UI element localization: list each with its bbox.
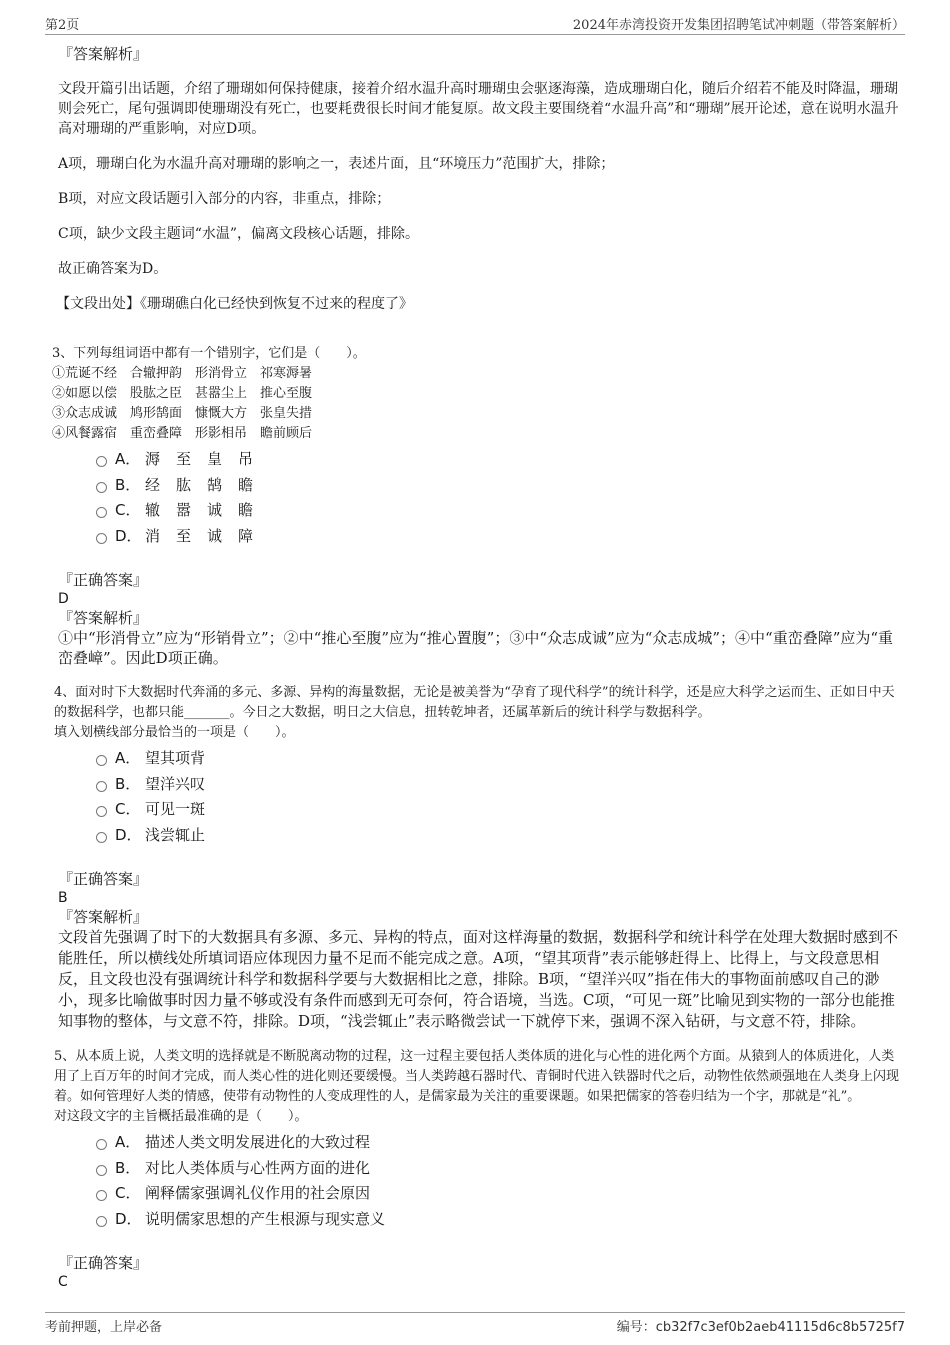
question-5 (54, 1047, 901, 1291)
q2-conclusion: 故正确答案为D。 (58, 261, 168, 277)
q4-analysis-title: 『答案解析』 (58, 908, 149, 926)
option-text: 浅尝辄止 (145, 825, 206, 844)
radio-button[interactable] (96, 482, 107, 493)
q5-prompt: 对这段文字的主旨概括最准确的是（ ）。 (54, 1109, 308, 1124)
q4-prompt: 填入划横线部分最恰当的一项是（ ）。 (54, 725, 295, 740)
q2-analysis-text: 文段开篇引出话题，介绍了珊瑚如何保持健康，接着介绍水温升高时珊瑚虫会驱逐海藻，造成珊瑚白化，随后介绍若不能及时降温，珊瑚则会死亡，尾句强调即使珊瑚没有死亡，也要耗费很长时间才能复原。故文段主要围绕着“水温升高”和“珊瑚”展开论述，意在说明水温升高对珊瑚的严重影响，对应D项。 (58, 81, 899, 137)
footer-slogan: 考前押题，上岸必备 (45, 1320, 163, 1335)
q3-stem: 3、下列每组词语中都有一个错别字，它们是（ ）。 (52, 346, 366, 361)
q3-answer: D (58, 591, 69, 607)
radio-button[interactable] (96, 781, 107, 792)
q5-stem: 5、从本质上说，人类文明的选择就是不断脱离动物的过程，这一过程主要包括人类体质的进化与心性的进化两个方面。从猿到人的体质进化，人类用了上百万年的时间才完成，而人类心性的进化则还要缓慢。当人类跨越石器时代、青铜时代进入铁器时代之后，动物性依然顽强地在人类身上闪现着。如何管理好人类的情感，使带有动物性的人变成理性的人，是儒家最为关注的重要课题。如果把儒家的答卷归结为一个字，那就是“礼”。 (54, 1049, 900, 1104)
q4-options (96, 745, 901, 847)
radio-button[interactable] (96, 1216, 107, 1227)
option-text: 对比人类体质与心性两方面的进化 (145, 1158, 371, 1177)
radio-button[interactable] (96, 806, 107, 817)
option-letter: D． (115, 1209, 142, 1228)
q3-option-a[interactable] (96, 446, 901, 472)
document-title: 2024年赤湾投资开发集团招聘笔试冲刺题（带答案解析） (572, 18, 905, 33)
q3-group-3: ③众志成诚 鸠形鹄面 慷慨大方 张皇失措 (52, 406, 313, 421)
document-id: 编号：cb32f7c3ef0b2aeb41115d6c8b5725f7 (616, 1320, 905, 1335)
q5-option-a[interactable] (96, 1129, 901, 1155)
radio-button[interactable] (96, 507, 107, 518)
option-letter: D． (115, 825, 142, 844)
radio-button[interactable] (96, 533, 107, 544)
q2-option-c-analysis: C项，缺少文段主题词“水温”，偏离文段核心话题，排除。 (58, 226, 420, 242)
option-letter: B． (115, 475, 141, 494)
q5-answer: C (58, 1274, 68, 1290)
q4-answer: B (58, 890, 68, 906)
page-footer (45, 1312, 905, 1333)
q3-analysis-title: 『答案解析』 (58, 609, 149, 627)
option-letter: C． (115, 501, 141, 520)
option-text: 说明儒家思想的产生根源与现实意义 (145, 1209, 386, 1228)
option-text: 阐释儒家强调礼仪作用的社会原因 (145, 1184, 371, 1203)
radio-button[interactable] (96, 1139, 107, 1150)
q3-options (96, 446, 901, 548)
radio-button[interactable] (96, 755, 107, 766)
option-letter: A． (115, 450, 141, 469)
option-text: 可见一斑 (145, 800, 206, 819)
page-content (52, 44, 901, 1291)
q3-answer-title: 『正确答案』 (58, 571, 149, 589)
question-3 (52, 344, 901, 668)
option-letter: A． (115, 1133, 141, 1152)
option-letter: C． (115, 1184, 141, 1203)
q5-answer-title: 『正确答案』 (58, 1254, 149, 1272)
q3-option-c[interactable] (96, 497, 901, 523)
q3-option-d[interactable] (96, 523, 901, 549)
q4-option-a[interactable] (96, 745, 901, 771)
q2-option-b-analysis: B项，对应文段话题引入部分的内容，非重点，排除； (58, 191, 391, 207)
q4-option-c[interactable] (96, 796, 901, 822)
q2-source: 【文段出处】《珊瑚礁白化已经快到恢复不过来的程度了》 (56, 296, 413, 312)
option-text: 描述人类文明发展进化的大致过程 (145, 1133, 371, 1152)
radio-button[interactable] (96, 456, 107, 467)
q3-option-b[interactable] (96, 472, 901, 498)
q2-analysis-title: 『答案解析』 (58, 45, 149, 63)
q3-analysis-text: ①中“形消骨立”应为“形销骨立”；②中“推心至腹”应为“推心置腹”；③中“众志成诚”应为“众志成城”；④中“重峦叠障”应为“重峦叠嶂”。因此D项正确。 (58, 629, 894, 667)
option-letter: A． (115, 749, 141, 768)
option-letter: D． (115, 526, 142, 545)
q5-option-d[interactable] (96, 1206, 901, 1232)
page-number: 第2页 (45, 18, 80, 33)
q5-options (96, 1129, 901, 1231)
q4-answer-title: 『正确答案』 (58, 870, 149, 888)
option-letter: B． (115, 774, 141, 793)
radio-button[interactable] (96, 1165, 107, 1176)
question-4 (54, 683, 901, 1032)
option-text: 辙嚣诚瞻 (145, 501, 270, 520)
q3-group-2: ②如愿以偿 股肱之臣 甚嚣尘上 推心至腹 (52, 386, 313, 401)
option-text: 溽至皇吊 (145, 450, 270, 469)
option-text: 经肱鹄瞻 (145, 475, 270, 494)
page-header (45, 14, 905, 35)
q4-stem: 4、面对时下大数据时代奔涌的多元、多源、异构的海量数据，无论是被美誉为“孕育了现代科学”的统计科学，还是应大科学之运而生、正如日中天的数据科学，也都只能_______。今日之大数据，明日之大信息，扭转乾坤者，还属革新后的统计科学与数据科学。 (54, 685, 895, 720)
q3-group-4: ④风餐露宿 重峦叠障 形影相吊 瞻前顾后 (52, 426, 313, 441)
q4-option-b[interactable] (96, 771, 901, 797)
option-text: 望其项背 (145, 749, 206, 768)
option-text: 消至诚障 (145, 526, 270, 545)
option-letter: B． (115, 1158, 141, 1177)
radio-button[interactable] (96, 1190, 107, 1201)
radio-button[interactable] (96, 832, 107, 843)
q5-option-b[interactable] (96, 1155, 901, 1181)
q2-analysis (56, 44, 901, 314)
q4-analysis-text: 文段首先强调了时下的大数据具有多源、多元、异构的特点，面对这样海量的数据，数据科学和统计科学在处理大数据时感到不能胜任，所以横线处所填词语应体现因力量不足而不能完成之意。A项，“望其项背”表示能够赶得上、比得上，与文段意思相反，且文段也没有强调统计科学和数据科学要与大数据相比之意，排除。B项，“望洋兴叹”指在伟大的事物面前感叹自己的渺小，现多比喻做事时因力量不够或没有条件而感到无可奈何，符合语境，当选。C项，“可见一斑”比喻见到实物的一部分也能推知事物的整体，与文意不符，排除。D项，“浅尝辄止”表示略微尝试一下就停下来，强调不深入钻研，与文意不符，排除。 (58, 928, 899, 1030)
q4-option-d[interactable] (96, 822, 901, 848)
q5-option-c[interactable] (96, 1180, 901, 1206)
option-letter: C． (115, 800, 141, 819)
q2-option-a-analysis: A项，珊瑚白化为水温升高对珊瑚的影响之一，表述片面，且“环境压力”范围扩大，排除； (58, 156, 615, 172)
q3-group-1: ①荒诞不经 合辙押韵 形消骨立 祁寒溽暑 (52, 366, 313, 381)
option-text: 望洋兴叹 (145, 774, 206, 793)
